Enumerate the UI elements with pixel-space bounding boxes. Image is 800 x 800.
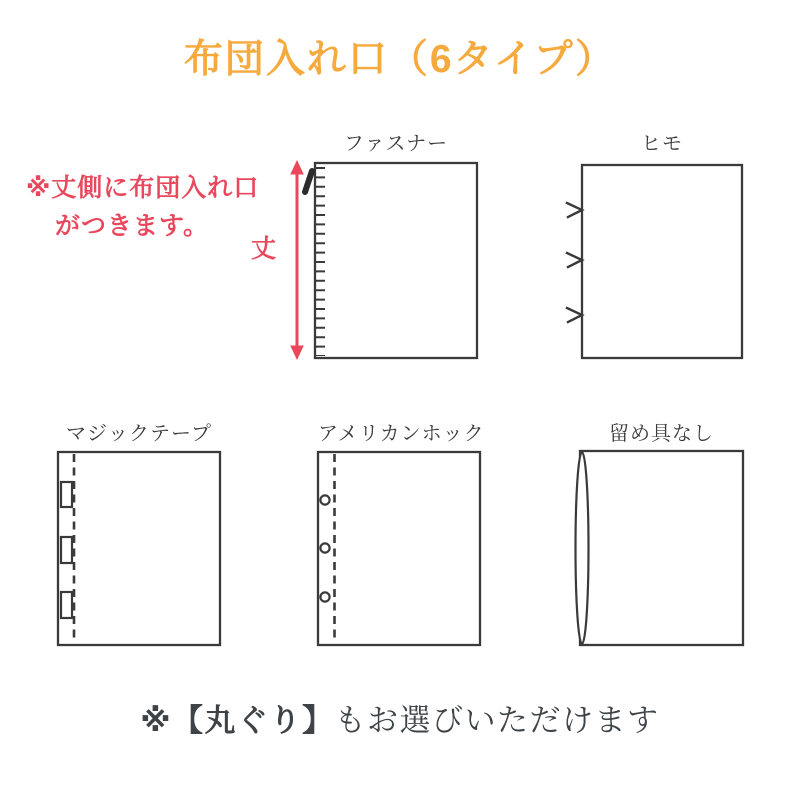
footer-note-bold: ※【丸ぐり】 (140, 703, 335, 738)
panel-american-snap (288, 415, 488, 665)
snap-button-icon (320, 543, 329, 552)
tie-icon (567, 308, 582, 322)
velcro-tab-icon (61, 537, 72, 563)
panel-no-fastener (550, 415, 750, 665)
futon-cover-outline (318, 452, 480, 645)
diagram-label-magic-tape: マジックテープ (66, 423, 212, 445)
panel-string-tie (552, 125, 752, 375)
tie-icon (567, 253, 582, 267)
diagram-label-no-fastener: 留め具なし (609, 423, 714, 445)
snap-button-icon (320, 495, 329, 504)
diagram-label-american-snap: アメリカンホック (318, 423, 485, 445)
zipper-pull-icon (305, 171, 312, 192)
tie-icon (567, 203, 582, 217)
length-side-note-line1: ※丈側に布団入れ口 (26, 174, 260, 202)
length-side-note (26, 169, 259, 245)
footer-note (0, 698, 800, 744)
length-label: 丈 (251, 235, 277, 263)
length-side-note-line2: がつきます。 (55, 212, 210, 240)
fastener-diagram (285, 155, 485, 370)
futon-cover-outline (315, 163, 477, 358)
panel-fastener (285, 125, 485, 375)
panel-magic-tape (28, 415, 228, 665)
footer-note-regular: もお選びいただけます (334, 703, 660, 738)
futon-cover-outline (58, 452, 220, 645)
futon-cover-outline (580, 451, 743, 645)
page-title: 布団入れ口（6タイプ） (183, 38, 617, 81)
snap-button-icon (320, 592, 329, 601)
open-slit-icon (576, 452, 589, 644)
magic-tape-diagram (28, 445, 228, 660)
length-arrow-icon (290, 160, 304, 360)
string-tie-diagram (552, 155, 752, 370)
futon-cover-outline (582, 165, 742, 358)
no-fastener-diagram (550, 445, 750, 660)
diagram-label-fastener: ファスナー (343, 133, 449, 155)
velcro-tab-icon (61, 592, 72, 618)
velcro-tab-icon (61, 482, 72, 507)
diagram-label-string-tie: ヒモ (641, 133, 683, 155)
american-snap-diagram (288, 445, 488, 660)
